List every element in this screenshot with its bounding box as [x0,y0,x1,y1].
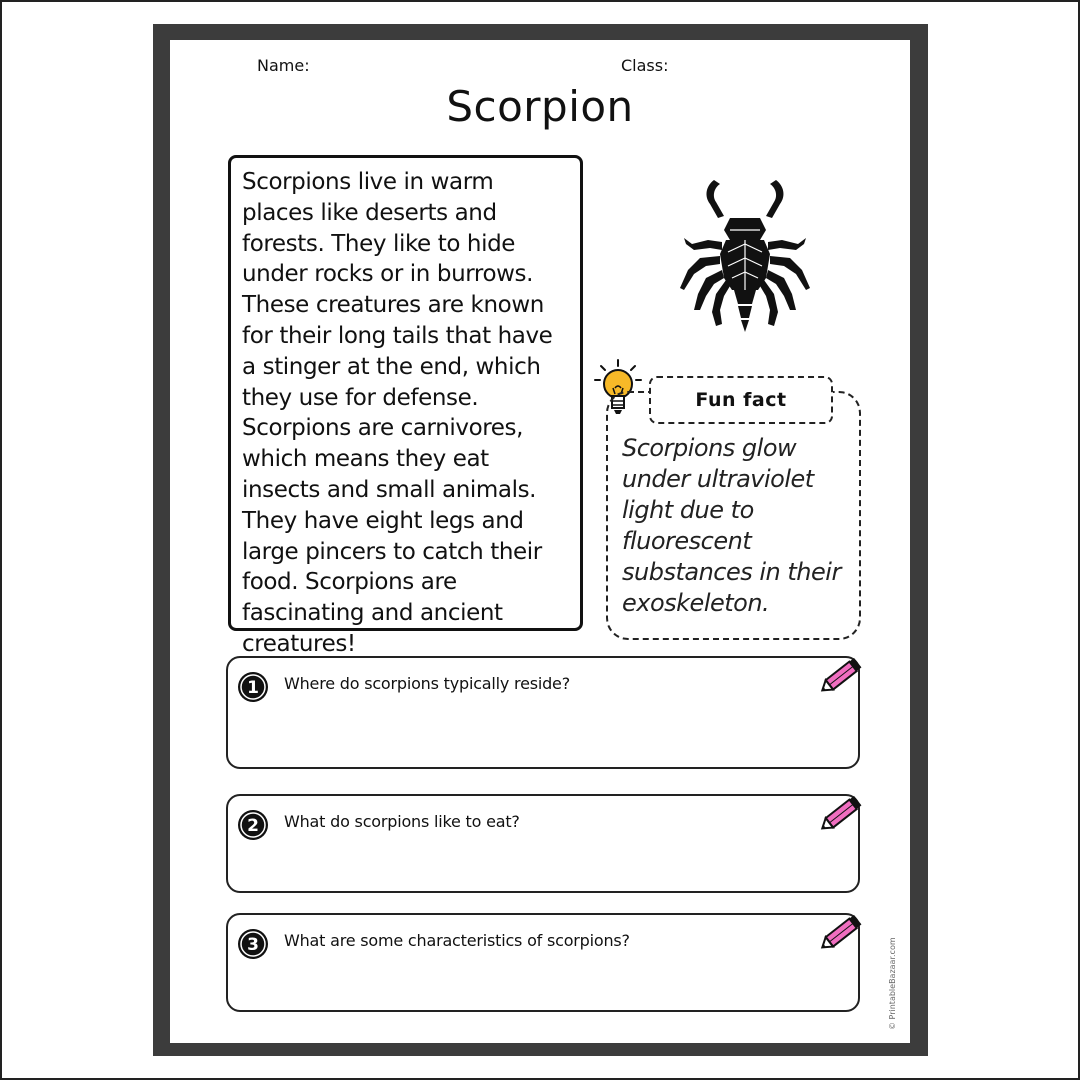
pencil-icon [816,650,868,700]
scorpion-illustration [670,178,820,333]
pencil-icon [816,907,868,957]
question-number-badge [237,928,269,960]
fun-fact-text: Scorpions glow under ultraviolet light due to fluorescent substances in their exoskeleton. [622,434,841,617]
question-text: What do scorpions like to eat? [284,812,520,831]
name-label: Name: [257,56,310,75]
question-number-badge [237,671,269,703]
question-text: What are some characteristics of scorpions? [284,931,630,950]
question-box-2[interactable] [226,794,860,893]
question-number: 2 [247,816,259,836]
reading-passage-text: Scorpions live in warm places like deserts and forests. They like to hide under rocks or in burrows. These creatures are known for their long tails that have a stinger at the end, which they use for defense. Scorpions are carnivores, which means they eat insects and small animals. They have eight legs and large pincers to catch their food. Scorpions are fascinating and ancient creatures! [242,169,553,657]
worksheet-page [170,40,910,1043]
pencil-icon [816,788,868,838]
fun-fact-label: Fun fact [649,376,833,424]
question-number: 3 [247,935,259,955]
reading-passage-box [228,155,583,657]
question-number: 1 [247,678,259,698]
page-title: Scorpion [446,82,634,131]
question-box-1[interactable] [226,656,860,769]
copyright-text: © PrintableBazaar.com [888,937,897,1030]
class-label: Class: [621,56,669,75]
question-box-3[interactable] [226,913,860,1012]
question-text: Where do scorpions typically reside? [284,674,570,693]
question-number-badge [237,809,269,841]
